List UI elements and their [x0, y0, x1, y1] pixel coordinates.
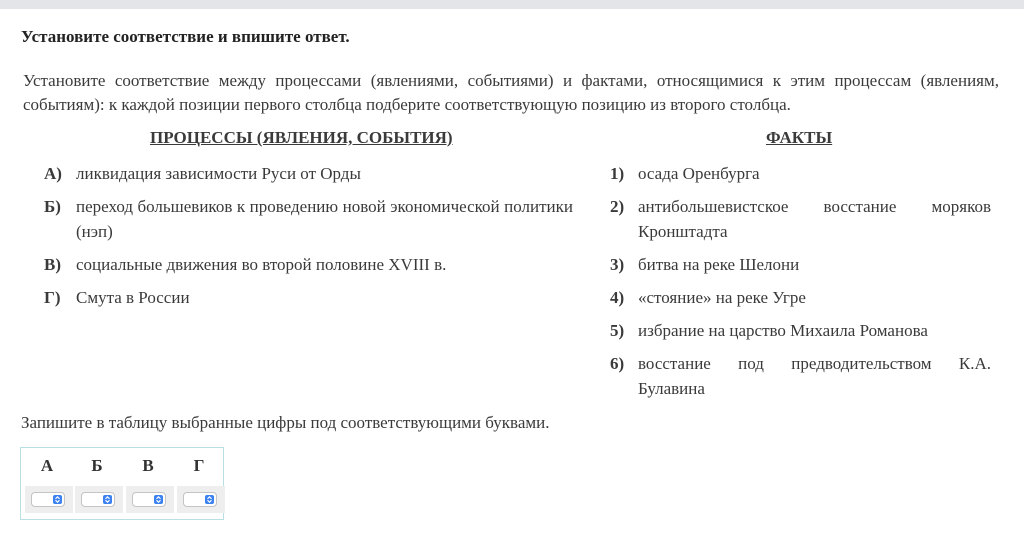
- facts-column-title: ФАКТЫ: [766, 128, 833, 147]
- fact-key: 3): [610, 255, 625, 274]
- fact-item-6: [610, 351, 991, 401]
- process-key: Б): [44, 197, 61, 216]
- answer-header-b: Б: [91, 456, 103, 475]
- fact-item-2: [610, 194, 991, 244]
- answer-cell-b: [75, 486, 123, 513]
- fact-text: «стояние» на реке Угре: [638, 288, 806, 307]
- updown-chevron-icon: [103, 495, 112, 504]
- fact-key: 1): [610, 164, 625, 183]
- updown-chevron-icon: [205, 495, 214, 504]
- process-text: Смута в России: [76, 288, 190, 307]
- task-instructions: Установите соответствие между процессами (явлениями, событиями) и фактами, относящимися к этим процессам (явлениям, событиям): к каждой позиции первого столбца подберите соответствующую позицию из второго столбца.: [23, 71, 999, 114]
- answer-prompt: Запишите в таблицу выбранные цифры под соответствующими буквами.: [21, 413, 550, 432]
- answer-header-v: В: [142, 456, 154, 475]
- process-item-a: [44, 161, 573, 186]
- task-heading: Установите соответствие и впишите ответ.: [21, 27, 350, 46]
- updown-chevron-icon: [53, 495, 62, 504]
- fact-key: 4): [610, 288, 625, 307]
- process-text: ликвидация зависимости Руси от Орды: [76, 164, 361, 183]
- processes-column-title: ПРОЦЕССЫ (ЯВЛЕНИЯ, СОБЫТИЯ): [150, 128, 453, 147]
- answer-cell-v: [126, 486, 174, 513]
- process-item-b: [44, 194, 573, 244]
- answer-select-v[interactable]: [132, 492, 166, 507]
- answer-cell-g: [177, 486, 225, 513]
- fact-text: битва на реке Шелони: [638, 255, 800, 274]
- answer-select-a[interactable]: [31, 492, 65, 507]
- process-text: социальные движения во второй половине XVIII в.: [76, 255, 447, 274]
- updown-chevron-icon: [154, 495, 163, 504]
- fact-item-1: [610, 161, 991, 186]
- process-item-g: [44, 285, 573, 310]
- fact-item-3: [610, 252, 991, 277]
- process-key: А): [44, 164, 62, 183]
- answer-header-g: Г: [193, 456, 205, 475]
- fact-item-4: [610, 285, 991, 310]
- fact-text: избрание на царство Михаила Романова: [638, 321, 928, 340]
- answer-select-b[interactable]: [81, 492, 115, 507]
- process-key: В): [44, 255, 61, 274]
- fact-key: 6): [610, 354, 625, 373]
- process-key: Г): [44, 288, 61, 307]
- fact-key: 2): [610, 197, 625, 216]
- fact-text: антибольшевистское восстание моряков Кронштадта: [638, 197, 991, 241]
- fact-text: восстание под предводительством К.А. Булавина: [638, 354, 991, 398]
- process-text: переход большевиков к проведению новой экономической политики (нэп): [76, 197, 573, 241]
- answer-header-a: А: [40, 456, 54, 475]
- fact-item-5: [610, 318, 991, 343]
- fact-text: осада Оренбурга: [638, 164, 760, 183]
- answer-table: [20, 447, 224, 520]
- answer-cell-a: [25, 486, 73, 513]
- fact-key: 5): [610, 321, 625, 340]
- answer-select-g[interactable]: [183, 492, 217, 507]
- top-bar: [0, 0, 1024, 9]
- process-item-v: [44, 252, 573, 277]
